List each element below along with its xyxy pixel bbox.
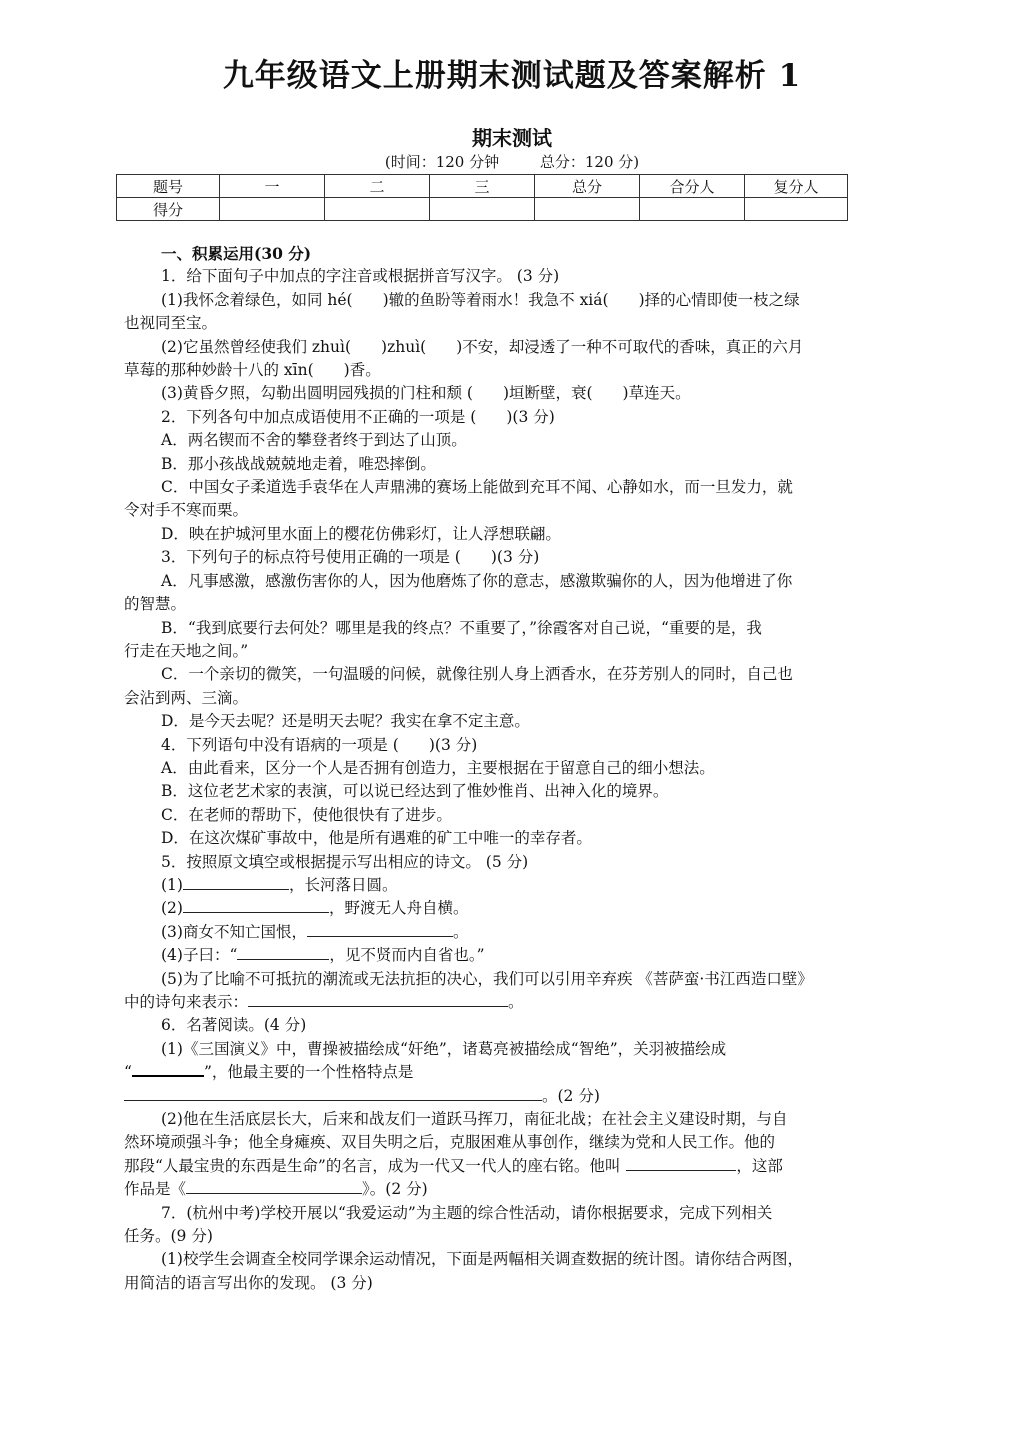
exam-time: (时间：120 分钟 — [384, 153, 500, 171]
option-b: B．“我到底要行去何处？哪里是我的终点？不重要了，”徐霞客对自己说，“重要的是，我 — [161, 618, 762, 637]
question-stem: 1．给下面句子中加点的字注音或根据拼音写汉字。 (3 分) — [161, 267, 560, 286]
fill-line: (2) ，野渡无人舟自横。 — [161, 899, 469, 918]
question-stem: 2．下列各句中加点成语使用不正确的一项是 ( )(3 分) — [161, 407, 555, 426]
table-cell: 题号 — [117, 175, 220, 198]
question-line: (3)黄昏夕照，勾勒出圆明园残损的门柱和颓 ( )垣断壁，衰( )草连天。 — [161, 384, 691, 403]
answer-blank[interactable] — [626, 1156, 736, 1171]
fill-line: (3)商女不知亡国恨， 。 — [161, 922, 469, 941]
question-stem: 5．按照原文填空或根据提示写出相应的诗文。 (5 分) — [161, 852, 529, 871]
table-cell: 三 — [430, 175, 535, 198]
fill-line: (4)子曰：“ ，见不贤而内自省也。” — [161, 946, 485, 965]
exam-title: 期末测试 — [472, 126, 552, 150]
question-stem: 4．下列语句中没有语病的一项是 ( )(3 分) — [161, 735, 478, 754]
option-a: A．凡事感激，感激伤害你的人，因为他磨炼了你的意志，感激欺骗你的人，因为他增进了你 — [161, 571, 793, 590]
question-stem: 6．名著阅读。(4 分) — [161, 1016, 307, 1035]
score-cell[interactable] — [325, 198, 430, 221]
fill-line: 中的诗句来表示： 。 — [124, 993, 524, 1011]
question-line: (1)我怀念着绿色，如同 hé( )辙的鱼盼等着雨水！我急不 xiá( )择的心情即使一枝之绿 — [161, 290, 800, 309]
table-cell: 得分 — [117, 198, 220, 221]
question-stem: 3．下列句子的标点符号使用正确的一项是 ( )(3 分) — [161, 548, 540, 567]
option-c-cont: 会沾到两、三滴。 — [124, 688, 249, 707]
option-c: C．一个亲切的微笑，一句温暖的问候，就像往别人身上洒香水，在芬芳别人的同时，自己也 — [161, 665, 793, 684]
answer-blank[interactable] — [248, 992, 508, 1007]
answer-blank[interactable] — [132, 1061, 204, 1077]
exam-content — [124, 242, 900, 1295]
score-table-header-row — [117, 175, 848, 198]
question-line: (1)校学生会调查全校同学课余运动情况，下面是两幅相关调查数据的统计图。请你结合两图， — [161, 1250, 803, 1269]
option-b-cont: 行走在天地之间。” — [124, 641, 249, 660]
question-line: 。(2 分) — [124, 1085, 900, 1108]
option-c: C．在老师的帮助下，使他很快有了进步。 — [161, 805, 452, 824]
option-d: D．在这次煤矿事故中，他是所有遇难的矿工中唯一的幸存者。 — [161, 829, 592, 848]
document-title: 九年级语文上册期末测试题及答案解析 1 — [222, 58, 802, 94]
question-line: 作品是《 》。(2 分) — [124, 1180, 428, 1199]
exam-total-score: 总分：120 分) — [539, 153, 640, 171]
fill-line: (5)为了比喻不可抵抗的潮流或无法抗拒的决心，我们可以引用辛弃疾 《菩萨蛮·书江西造口壁》 — [161, 969, 813, 988]
question-line: (1)《三国演义》中，曹操被描绘成“奸绝”，诸葛亮被描绘成“智绝”，关羽被描绘成 — [161, 1039, 727, 1058]
section-heading: 一、积累运用(30 分) — [161, 244, 312, 263]
question-line: (2)他在生活底层长大，后来和战友们一道跃马挥刀，南征北战；在社会主义建设时期，与自 — [161, 1110, 788, 1129]
option-a: A．由此看来，区分一个人是否拥有创造力，主要根据在于留意自己的细小想法。 — [161, 758, 715, 777]
score-table-score-row — [117, 198, 848, 221]
option-d: D．是今天去呢？还是明天去呢？我实在拿不定主意。 — [161, 712, 530, 731]
question-line: 然环境顽强斗争；他全身瘫痪、双目失明之后，克服困难从事创作，继续为党和人民工作。他的 — [124, 1133, 776, 1152]
question-stem: 7．(杭州中考)学校开展以“我爱运动”为主题的综合性活动，请你根据要求，完成下列相关 — [161, 1203, 773, 1222]
option-b: B．这位老艺术家的表演，可以说已经达到了惟妙惟肖、出神入化的境界。 — [161, 782, 669, 801]
answer-blank[interactable] — [307, 922, 453, 937]
exam-meta — [0, 151, 1024, 172]
question-line: 用简洁的语言写出你的发现。 (3 分) — [124, 1273, 373, 1292]
question-line: 那段“人最宝贵的东西是生命”的名言，成为一代又一代人的座右铭。他叫 ，这部 — [124, 1156, 783, 1175]
table-cell: 总分 — [535, 175, 640, 198]
answer-blank[interactable] — [237, 945, 329, 960]
table-cell: 一 — [220, 175, 325, 198]
option-d: D．映在护城河里水面上的樱花仿佛彩灯，让人浮想联翩。 — [161, 524, 561, 543]
table-cell: 合分人 — [640, 175, 745, 198]
answer-blank[interactable] — [124, 1086, 542, 1101]
option-a: A．两名锲而不舍的攀登者终于到达了山顶。 — [161, 431, 467, 450]
table-cell: 二 — [325, 175, 430, 198]
score-cell[interactable] — [220, 198, 325, 221]
option-c-cont: 令对手不寒而栗。 — [124, 501, 249, 520]
option-c: C．中国女子柔道选手袁华在人声鼎沸的赛场上能做到充耳不闻、心静如水，而一旦发力，就 — [161, 478, 793, 497]
question-line: (2)它虽然曾经使我们 zhuì( )zhuì( )不安，却浸透了一种不可取代的香味，真正的六月 — [161, 337, 804, 356]
score-cell[interactable] — [745, 198, 848, 221]
score-cell[interactable] — [535, 198, 640, 221]
option-b: B．那小孩战战兢兢地走着，唯恐摔倒。 — [161, 454, 436, 473]
answer-blank[interactable] — [183, 898, 329, 913]
option-a-cont: 的智慧。 — [124, 595, 187, 614]
score-cell[interactable] — [430, 198, 535, 221]
score-cell[interactable] — [640, 198, 745, 221]
table-cell: 复分人 — [745, 175, 848, 198]
fill-line: (1) ，长河落日圆。 — [161, 875, 398, 894]
answer-blank[interactable] — [186, 1179, 362, 1194]
question-line: 也视同至宝。 — [124, 314, 218, 333]
answer-blank[interactable] — [183, 875, 289, 890]
score-table — [116, 174, 848, 221]
question-line: “ ”，他最主要的一个性格特点是 — [124, 1063, 414, 1082]
question-stem-cont: 任务。(9 分) — [124, 1227, 213, 1246]
question-line: 草莓的那种妙龄十八的 xīn( )香。 — [124, 361, 381, 380]
